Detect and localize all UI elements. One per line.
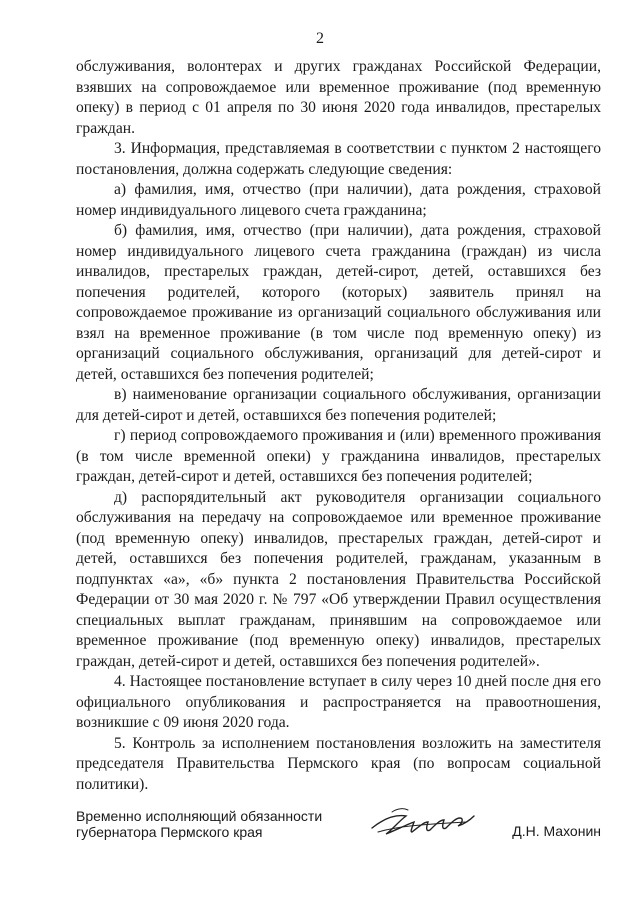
paragraph-item-4: 4. Настоящее постановление вступает в силу через 10 дней после дня его официального опубликования и распространяется на правоотношения, возникшие с 09 июня 2020 года.	[76, 673, 601, 731]
signer-title	[76, 808, 356, 840]
paragraph-continuation: обслуживания, волонтерах и других гражданах Российской Федерации, взявших на сопровождаемое или временное проживание (под временную опеку) в период с 01 апреля по 30 июня 2020 года инвалидов, престарелых граждан.	[76, 58, 601, 137]
paragraph-subitem-a: а) фамилия, имя, отчество (при наличии), дата рождения, страховой номер индивидуального лицевого счета гражданина;	[76, 181, 601, 219]
paragraph-subitem-d: д) распорядительный акт руководителя организации социального обслуживания на передачу на сопровождаемое или временное проживание (под временную опеку) инвалидов, престарелых граждан, детей-сирот и детей, оставшихся без попечения родителей, гражданам, указанным в подпунктах «а», «б» пункта 2 постановления Правительства Российской Федерации от 30 мая 2020 г. № 797 «Об утверждении Правил осуществления специальных выплат гражданам, принявшим на сопровождаемое или временное проживание (под временную опеку) инвалидов, престарелых граждан, детей-сирот и детей, оставшихся без попечения родителей».	[76, 488, 601, 670]
paragraph-item-3: 3. Информация, представляемая в соответствии с пунктом 2 настоящего постановления, должна содержать следующие сведения:	[76, 140, 601, 178]
paragraph-subitem-b: б) фамилия, имя, отчество (при наличии), дата рождения, страховой номер индивидуального лицевого счета гражданина (граждан) из числа инвалидов, престарелых граждан, детей-сирот, детей, оставшихся без попечения родителей, которого (которых) заявитель принял на сопровождаемое проживание из организаций социального обслуживания или взял на временное проживание (в том числе под временную опеку) из организаций социального обслуживания, организаций для детей-сирот и детей, оставшихся без попечения родителей;	[76, 222, 601, 383]
document-body	[76, 57, 601, 795]
page-number: 2	[316, 30, 324, 47]
signer-title-line1: Временно исполняющий обязанности	[76, 808, 323, 824]
signer-title-line2: губернатора Пермского края	[76, 824, 263, 840]
paragraph-item-5: 5. Контроль за исполнением постановления возложить на заместителя председателя Правительства Пермского края (по вопросам социальной политики).	[76, 734, 601, 793]
signature-block	[76, 808, 601, 848]
paragraph-subitem-v: в) наименование организации социального обслуживания, организации для детей-сирот и детей, оставшихся без попечения родителей;	[76, 386, 601, 424]
signer-name: Д.Н. Махонин	[512, 823, 601, 839]
paragraph-subitem-g: г) период сопровождаемого проживания и (или) временного проживания (в том числе временной опеки) у гражданина инвалидов, престарелых граждан, детей-сирот и детей, оставшихся без попечения родителей;	[76, 427, 601, 485]
handwritten-signature	[368, 802, 478, 842]
